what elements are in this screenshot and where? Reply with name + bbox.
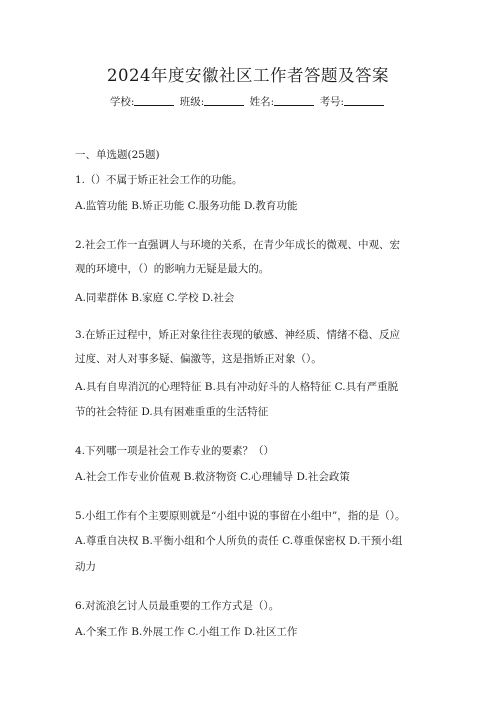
question-3-options-line-1: A.具有自卑消沉的心理特征 B.具有冲动好斗的人格特征 C.具有严重脱 bbox=[75, 381, 399, 393]
class-label: 班级: bbox=[179, 96, 205, 108]
class-blank[interactable] bbox=[204, 95, 244, 106]
question-3-options-line-2: 节的社会特征 D.具有困难重重的生活特征 bbox=[75, 406, 269, 418]
question-4-options-line-1: A.社会工作专业价值观 B.救济物资 C.心理辅导 D.社会政策 bbox=[75, 471, 350, 483]
question-2-stem-line-2: 观的环境中，（）的影响力无疑是最大的。 bbox=[75, 263, 270, 275]
question-1-stem-line-1: 1.（）不属于矫正社会工作的功能。 bbox=[75, 174, 243, 186]
school-label: 学校: bbox=[109, 96, 135, 108]
question-5-options-line-2: 动力 bbox=[75, 561, 96, 573]
question-4-stem-line-1: 4.下列哪一项是社会工作专业的要素？（） bbox=[75, 445, 275, 457]
question-3-stem-line-1: 3.在矫正过程中，矫正对象往往表现的敏感、神经质、情绪不稳、反应 bbox=[75, 329, 401, 341]
question-1-options-line-1: A.监管功能 B.矫正功能 C.服务功能 D.教育功能 bbox=[75, 200, 298, 212]
question-3-stem-line-2: 过度、对人对事多疑、偏激等，这是指矫正对象（）。 bbox=[75, 353, 322, 365]
question-5-stem-line-1: 5.小组工作有个主要原则就是“小组中说的事留在小组中”，指的是（）。 bbox=[75, 510, 406, 522]
name-blank[interactable] bbox=[274, 95, 314, 106]
exam-number-blank[interactable] bbox=[344, 95, 384, 106]
question-6-options-line-1: A.个案工作 B.外展工作 C.小组工作 D.社区工作 bbox=[75, 626, 298, 638]
question-2-options-line-1: A.同辈群体 B.家庭 C.学校 D.社会 bbox=[75, 292, 235, 304]
document-title: 2024年度安徽社区工作者答题及答案 bbox=[107, 66, 389, 85]
question-5-options-line-1: A.尊重自决权 B.平衡小组和个人所负的责任 C.尊重保密权 D.干预小组 bbox=[75, 535, 403, 547]
exam-number-label: 考号: bbox=[319, 96, 345, 108]
school-blank[interactable] bbox=[134, 95, 174, 106]
question-2-stem-line-1: 2.社会工作一直强调人与环境的关系，在青少年成长的微观、中观、宏 bbox=[75, 239, 401, 251]
section-heading: 一、单选题(25题) bbox=[75, 149, 160, 161]
name-label: 姓名: bbox=[249, 96, 275, 108]
question-6-stem-line-1: 6.对流浪乞讨人员最重要的工作方式是（）。 bbox=[75, 600, 280, 612]
student-info-line bbox=[0, 94, 496, 109]
